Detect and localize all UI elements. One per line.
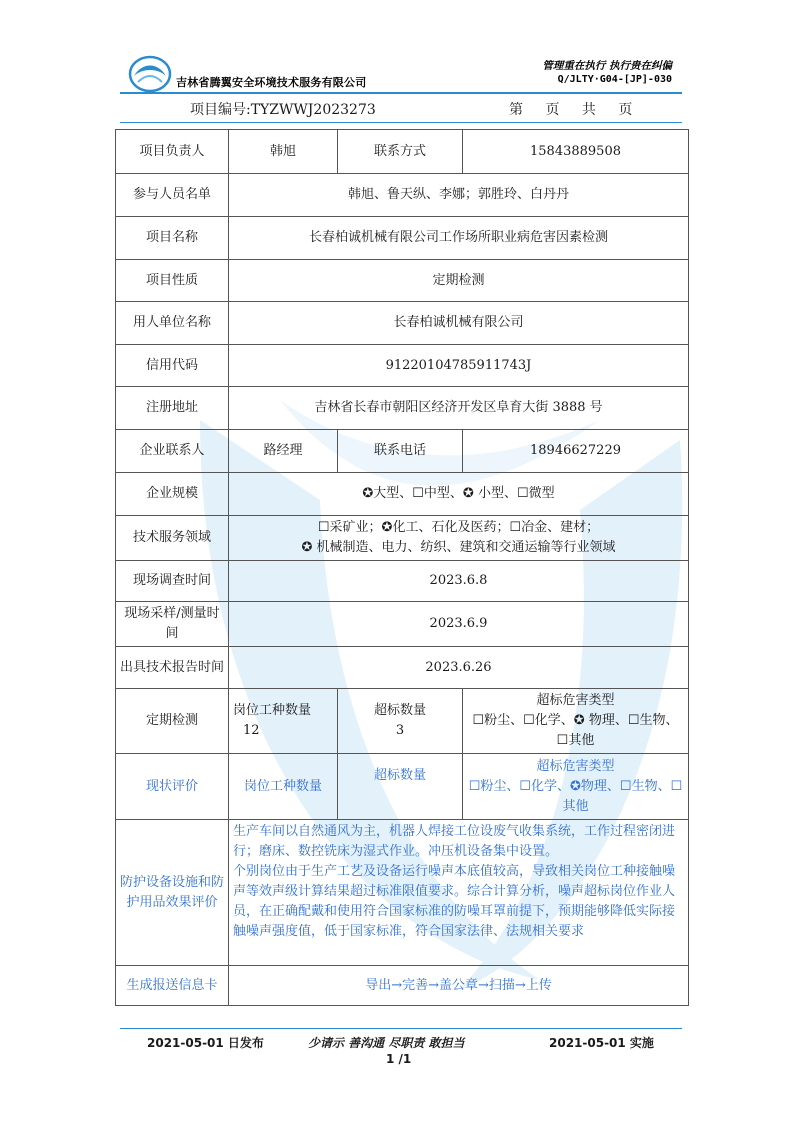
enterprise-scale-value: ✪大型、☐中型、✪ 小型、☐微型 xyxy=(229,473,689,516)
service-field-line-2: ✪ 机械制造、电力、纺织、建筑和交通运输等行业领域 xyxy=(301,540,616,555)
enterprise-contact-label: 企业联系人 xyxy=(116,430,229,473)
enterprise-phone-value: 18946627229 xyxy=(463,430,689,473)
document-code: Q/JLTY·G04-[JP]-030 xyxy=(557,74,672,85)
page-count-label: 第 页 共 页 xyxy=(509,102,642,118)
employer-label: 用人单位名称 xyxy=(116,302,229,345)
header-divider-bottom xyxy=(120,122,682,123)
members-value: 韩旭、鲁天纵、李娜；郭胜玲、白丹丹 xyxy=(229,174,689,217)
table-row xyxy=(116,473,689,516)
survey-time-label: 现场调查时间 xyxy=(116,561,229,602)
protection-eval-paragraph-2: 个别岗位由于生产工艺及设备运行噪声本底值较高，导致相关岗位工种接触噪声等效声级计算结果超过标准限值要求。综合计算分析，噪声超标岗位作业人员，在正确配戴和使用符合国家标准的防噪耳罩前提下，预期能够降低实际接触噪声强度值，低于国家标准，符合国家法律、法规相关要求 xyxy=(233,864,676,939)
header-divider xyxy=(120,92,682,94)
address-label: 注册地址 xyxy=(116,387,229,430)
table-row xyxy=(116,820,689,966)
protection-eval-label: 防护设备设施和防护用品效果评价 xyxy=(116,820,229,966)
credit-code-value: 91220104785911743J xyxy=(229,345,689,387)
project-name-label: 项目名称 xyxy=(116,217,229,260)
project-nature-label: 项目性质 xyxy=(116,260,229,302)
service-field-label: 技术服务领域 xyxy=(116,516,229,561)
table-row xyxy=(116,430,689,473)
project-nature-value: 定期检测 xyxy=(229,260,689,302)
protection-eval-paragraph-1: 生产车间以自然通风为主，机器人焊接工位设废气收集系统，工作过程密闭进行；磨床、数控铣床为湿式作业。冲压机设备集中设置。 xyxy=(233,824,676,859)
address-value: 吉林省长春市朝阳区经济开发区阜育大街 3888 号 xyxy=(229,387,689,430)
status-eval-label: 现状评价 xyxy=(116,754,229,820)
periodic-posts-label: 岗位工种数量 xyxy=(233,703,312,718)
table-row xyxy=(116,130,689,174)
enterprise-scale-label: 企业规模 xyxy=(116,473,229,516)
periodic-posts-cell xyxy=(229,689,338,754)
table-row xyxy=(116,387,689,430)
footer-implemented-date: 2021-05-01 实施 xyxy=(549,1036,654,1050)
project-info-table xyxy=(115,129,689,1006)
periodic-exceed-value: 3 xyxy=(395,723,405,738)
footer-page-number: 1 /1 xyxy=(386,1052,412,1066)
status-types-cell xyxy=(463,754,689,820)
table-row xyxy=(116,966,689,1006)
table-row xyxy=(116,602,689,647)
enterprise-contact-value: 路经理 xyxy=(229,430,338,473)
table-row xyxy=(116,516,689,561)
periodic-types-value: ☐粉尘、☐化学、✪ 物理、☐生物、☐其他 xyxy=(472,713,679,748)
periodic-label: 定期检测 xyxy=(116,689,229,754)
leader-value: 韩旭 xyxy=(229,130,338,174)
table-row xyxy=(116,302,689,345)
periodic-exceed-cell xyxy=(338,689,463,754)
contact-value: 15843889508 xyxy=(463,130,689,174)
report-time-value: 2023.6.26 xyxy=(229,647,689,689)
header-slogan: 管理重在执行 执行贵在纠偏 xyxy=(542,60,672,72)
footer-motto: 少请示 善沟通 尽职责 敢担当 xyxy=(308,1036,465,1050)
company-name: 吉林省腾翼安全环境技术服务有限公司 xyxy=(176,76,367,89)
contact-label: 联系方式 xyxy=(338,130,463,174)
sampling-time-label: 现场采样/测量时间 xyxy=(116,602,229,647)
table-row xyxy=(116,345,689,387)
table-row xyxy=(116,561,689,602)
periodic-types-cell xyxy=(463,689,689,754)
leader-label: 项目负责人 xyxy=(116,130,229,174)
status-posts-label: 岗位工种数量 xyxy=(229,754,338,820)
periodic-exceed-label: 超标数量 xyxy=(373,703,426,718)
footer-divider xyxy=(120,1028,682,1029)
table-row xyxy=(116,174,689,217)
table-row xyxy=(116,754,689,820)
info-card-label: 生成报送信息卡 xyxy=(116,966,229,1006)
table-row xyxy=(116,647,689,689)
periodic-posts-value: 12 xyxy=(243,723,260,738)
table-row xyxy=(116,260,689,302)
company-logo-icon xyxy=(128,54,172,94)
status-types-label: 超标危害类型 xyxy=(536,758,615,774)
survey-time-value: 2023.6.8 xyxy=(229,561,689,602)
service-field-line-1: ☐采矿业；✪化工、石化及医药；☐冶金、建材； xyxy=(317,520,600,535)
project-name-value: 长春柏诚机械有限公司工作场所职业病危害因素检测 xyxy=(229,217,689,260)
members-label: 参与人员名单 xyxy=(116,174,229,217)
footer-published-date: 2021-05-01 日发布 xyxy=(147,1036,264,1050)
project-number: 项目编号:TYZWWJ2023273 xyxy=(190,102,376,118)
enterprise-phone-label: 联系电话 xyxy=(338,430,463,473)
status-types-value: ☐粉尘、☐化学、✪物理、☐生物、☐其他 xyxy=(468,778,683,814)
employer-value: 长春柏诚机械有限公司 xyxy=(229,302,689,345)
sampling-time-value: 2023.6.9 xyxy=(229,602,689,647)
table-row xyxy=(116,689,689,754)
table-row xyxy=(116,217,689,260)
service-field-value xyxy=(229,516,689,561)
protection-eval-value xyxy=(229,820,689,966)
credit-code-label: 信用代码 xyxy=(116,345,229,387)
report-time-label: 出具技术报告时间 xyxy=(116,647,229,689)
info-card-steps: 导出→完善→盖公章→扫描→上传 xyxy=(229,966,689,1006)
periodic-types-label: 超标危害类型 xyxy=(536,693,615,708)
status-exceed-label: 超标数量 xyxy=(338,754,463,820)
